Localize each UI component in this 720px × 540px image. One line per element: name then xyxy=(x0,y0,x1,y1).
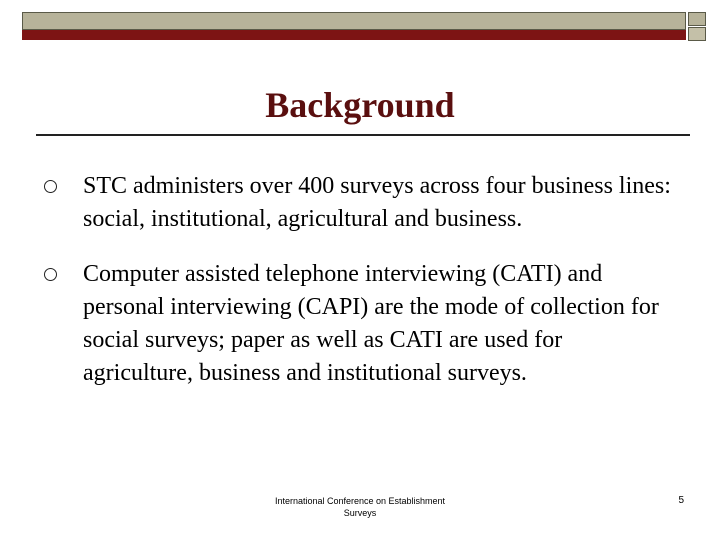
bullet-list xyxy=(44,170,684,412)
bullet-item xyxy=(44,258,684,390)
slide-title: Background xyxy=(265,85,455,125)
header-accent-bar xyxy=(22,30,686,40)
footer-text: International Conference on Establishment Surveys xyxy=(274,496,446,518)
hollow-circle-bullet-icon xyxy=(44,268,57,281)
bullet-text: Computer assisted telephone interviewing (CATI) and personal interviewing (CAPI) are the mode of collection for social surveys; paper as well as CATI are used for agriculture, business and institutional surveys. xyxy=(83,261,659,386)
hollow-circle-bullet-icon xyxy=(44,180,57,193)
corner-decor-square-bottom xyxy=(688,27,706,41)
corner-decor-square-top xyxy=(688,12,706,26)
page-number: 5 xyxy=(678,495,684,506)
title-divider xyxy=(36,134,690,136)
header-decor-bar xyxy=(22,12,686,30)
bullet-text: STC administers over 400 surveys across four business lines: social, institutional, agricultural and business. xyxy=(83,173,671,232)
bullet-item xyxy=(44,170,684,236)
